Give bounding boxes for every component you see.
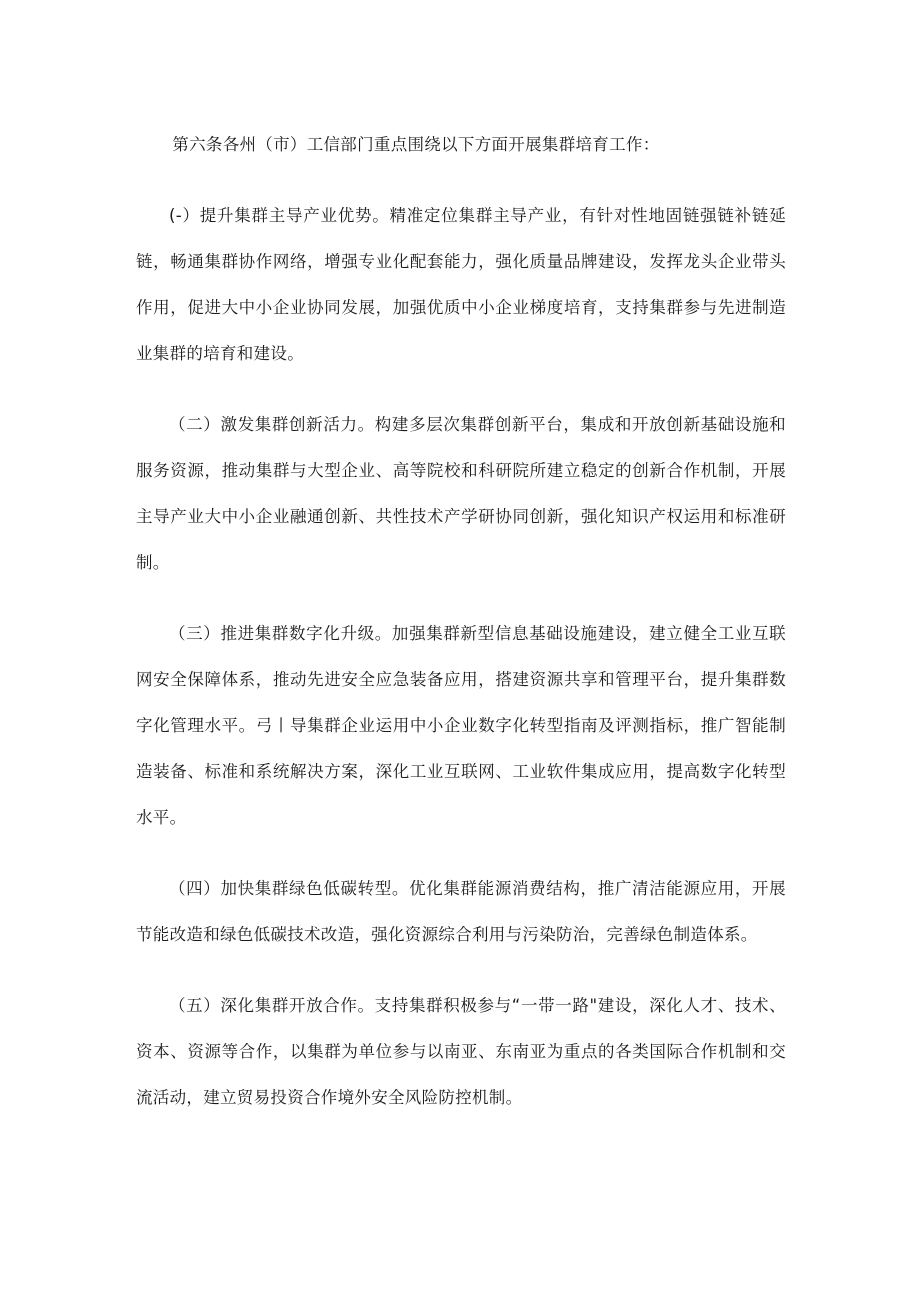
paragraph-1: (-）提升集群主导产业优势。精准定位集群主导产业，有针对性地固链强链补链延链，畅通集群协作网络，增强专业化配套能力，强化质量品牌建设，发挥龙头企业带头作用，促进大中小企业协同发展，加强优质中小企业梯度培育，支持集群参与先进制造业集群的培育和建设。	[136, 206, 786, 363]
article-heading: 第六条各州（市）工信部门重点围绕以下方面开展集群培育工作：	[172, 135, 660, 154]
paragraph-5: （五）深化集群开放合作。支持集群积极参与“一带一路"建设，深化人才、技术、资本、资源等合作，以集群为单位参与以南亚、东南亚为重点的各类国际合作机制和交流活动，建立贸易投资合作境外安全风险防控机制。	[136, 996, 786, 1107]
paragraph-4: （四）加快集群绿色低碳转型。优化集群能源消费结构，推广清洁能源应用，开展节能改造和绿色低碳技术改造，强化资源综合利用与污染防治，完善绿色制造体系。	[136, 879, 786, 944]
document-page	[136, 122, 786, 1121]
paragraph-3: （三）推进集群数字化升级。加强集群新型信息基础设施建设，建立健全工业互联网安全保障体系，推动先进安全应急装备应用，搭建资源共享和管理平台，提升集群数字化管理水平。弓丨导集群企业运用中小企业数字化转型指南及评测指标，推广智能制造装备、标准和系统解决方案，深化工业互联网、工业软件集成应用，提高数字化转型水平。	[136, 624, 786, 827]
paragraph-2: （二）激发集群创新活力。构建多层次集群创新平台，集成和开放创新基础设施和服务资源，推动集群与大型企业、高等院校和科研院所建立稳定的创新合作机制，开展主导产业大中小企业融通创新、共性技术产学研协同创新，强化知识产权运用和标准研制。	[136, 415, 786, 572]
